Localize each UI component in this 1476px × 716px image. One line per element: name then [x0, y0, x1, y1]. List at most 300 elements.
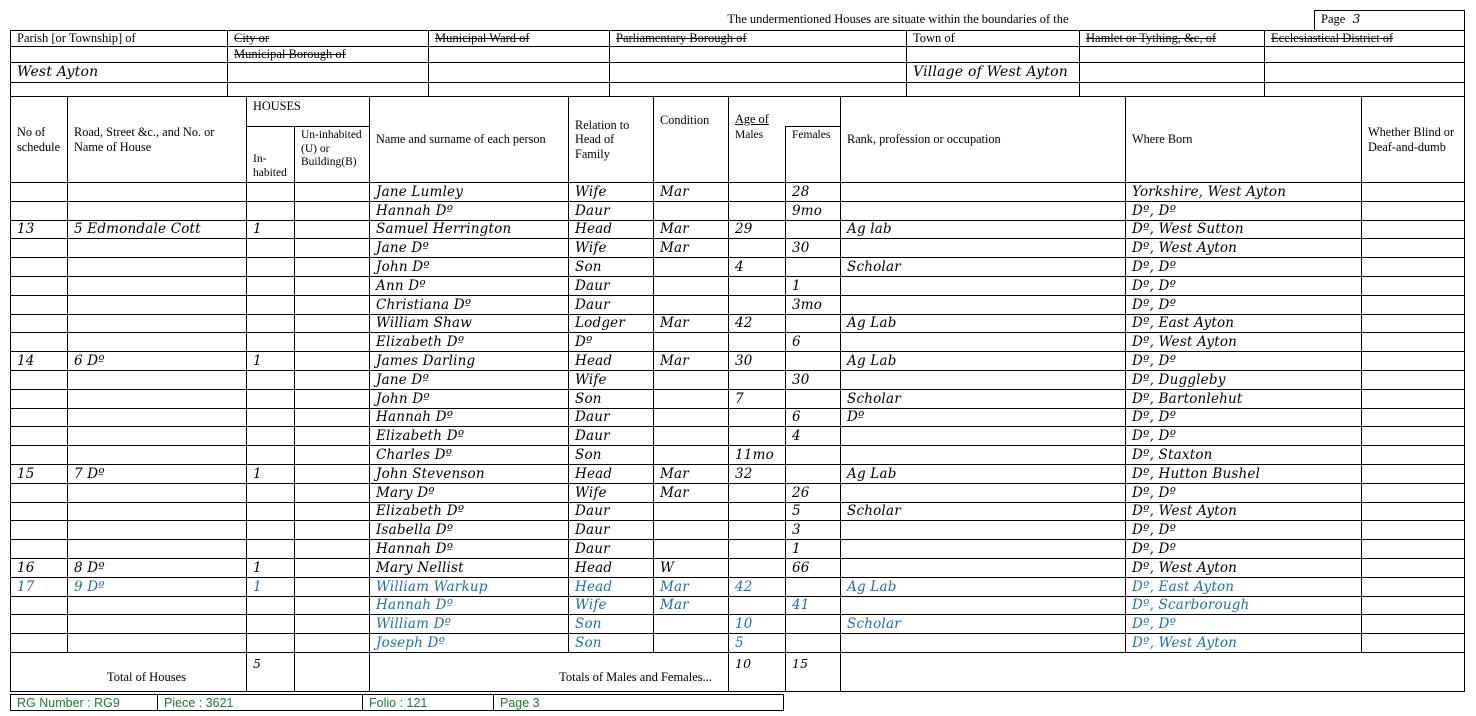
occupation-cell: Scholar [841, 258, 1126, 277]
blind-cell [1362, 634, 1465, 653]
males-cell: 30 [729, 352, 786, 371]
males-cell [729, 502, 786, 521]
road-cell [68, 634, 247, 653]
reference-footer [10, 694, 784, 711]
occupation-cell: Ag Lab [841, 352, 1126, 371]
born-cell: Dº, Dº [1126, 521, 1362, 540]
parish-label: Parish [or Township] of [11, 31, 228, 47]
inhabited-cell [247, 295, 295, 314]
name-cell: Ann Dº [370, 276, 569, 295]
relation-cell: Son [569, 389, 654, 408]
relation-cell: Daur [569, 427, 654, 446]
schedule-cell [11, 596, 68, 615]
blind-cell [1362, 239, 1465, 258]
inhabited-cell: 1 [247, 220, 295, 239]
condition-cell: Mar [654, 596, 729, 615]
born-cell: Dº, West Ayton [1126, 333, 1362, 352]
inhabited-cell [247, 333, 295, 352]
occupation-cell: Dº [841, 408, 1126, 427]
table-row [11, 276, 1465, 295]
name-cell: Isabella Dº [370, 521, 569, 540]
road-cell: 5 Edmondale Cott [68, 220, 247, 239]
col-born: Where Born [1126, 97, 1362, 183]
parliamentary-label: Parliamentary Borough of [610, 31, 907, 47]
males-cell: 29 [729, 220, 786, 239]
born-cell: Dº, West Ayton [1126, 239, 1362, 258]
name-cell: John Dº [370, 389, 569, 408]
road-cell [68, 540, 247, 559]
females-cell [786, 352, 841, 371]
condition-cell [654, 502, 729, 521]
road-cell [68, 615, 247, 634]
occupation-cell [841, 446, 1126, 465]
page-label: Page [1321, 12, 1346, 26]
occupation-cell [841, 295, 1126, 314]
name-cell: John Stevenson [370, 464, 569, 483]
census-table [10, 96, 1465, 692]
relation-cell: Wife [569, 483, 654, 502]
condition-cell: Mar [654, 577, 729, 596]
condition-cell [654, 295, 729, 314]
col-name: Name and surname of each person [370, 97, 569, 183]
occupation-cell: Ag Lab [841, 577, 1126, 596]
males-cell [729, 408, 786, 427]
schedule-cell [11, 258, 68, 277]
inhabited-cell [247, 427, 295, 446]
col-relation: Relation to Head of Family [569, 97, 654, 183]
table-row [11, 239, 1465, 258]
females-cell: 9mo [786, 201, 841, 220]
uninhabited-cell [295, 483, 370, 502]
col-condition: Condition [654, 97, 729, 183]
schedule-cell [11, 521, 68, 540]
blind-cell [1362, 201, 1465, 220]
females-cell: 6 [786, 333, 841, 352]
schedule-cell: 15 [11, 464, 68, 483]
age-of-label: Age of [735, 111, 769, 126]
males-cell: 10 [729, 615, 786, 634]
table-row [11, 577, 1465, 596]
relation-cell: Lodger [569, 314, 654, 333]
inhabited-cell [247, 276, 295, 295]
name-cell: Jane Dº [370, 239, 569, 258]
table-row [11, 201, 1465, 220]
col-road: Road, Street &c., and No. or Name of House [68, 97, 247, 183]
ecclesiastical-label: Ecclesiastical District of [1265, 31, 1465, 47]
uninhabited-cell [295, 220, 370, 239]
name-cell: Mary Nellist [370, 558, 569, 577]
females-cell: 41 [786, 596, 841, 615]
occupation-cell: Scholar [841, 615, 1126, 634]
table-row [11, 540, 1465, 559]
inhabited-cell [247, 183, 295, 202]
schedule-cell [11, 183, 68, 202]
occupation-cell [841, 483, 1126, 502]
condition-cell [654, 615, 729, 634]
condition-cell: Mar [654, 183, 729, 202]
males-cell [729, 239, 786, 258]
name-cell: Elizabeth Dº [370, 427, 569, 446]
uninhabited-cell [295, 540, 370, 559]
uninhabited-cell [295, 634, 370, 653]
table-row [11, 408, 1465, 427]
road-cell: 8 Dº [68, 558, 247, 577]
census-sheet [10, 10, 1464, 692]
born-cell: Dº, Dº [1126, 258, 1362, 277]
schedule-cell [11, 634, 68, 653]
relation-cell: Head [569, 352, 654, 371]
schedule-cell: 16 [11, 558, 68, 577]
inhabited-cell [247, 615, 295, 634]
relation-cell: Wife [569, 183, 654, 202]
blind-cell [1362, 446, 1465, 465]
city-label: City or [228, 31, 429, 47]
schedule-cell [11, 540, 68, 559]
occupation-cell: Ag Lab [841, 464, 1126, 483]
relation-cell: Son [569, 634, 654, 653]
schedule-cell [11, 408, 68, 427]
born-cell: Dº, Dº [1126, 295, 1362, 314]
table-row [11, 615, 1465, 634]
inhabited-cell [247, 408, 295, 427]
blind-cell [1362, 540, 1465, 559]
males-cell [729, 558, 786, 577]
blind-cell [1362, 314, 1465, 333]
condition-cell [654, 540, 729, 559]
schedule-cell: 13 [11, 220, 68, 239]
col-inhabited: In-habited [247, 127, 295, 183]
table-row [11, 596, 1465, 615]
condition-cell: Mar [654, 464, 729, 483]
born-cell: Dº, Dº [1126, 540, 1362, 559]
born-cell: Dº, Dº [1126, 427, 1362, 446]
blind-cell [1362, 483, 1465, 502]
parish-value: West Ayton [11, 63, 228, 83]
uninhabited-cell [295, 446, 370, 465]
condition-cell: W [654, 558, 729, 577]
born-cell: Dº, Duggleby [1126, 370, 1362, 389]
females-cell [786, 634, 841, 653]
road-cell [68, 258, 247, 277]
name-cell: Elizabeth Dº [370, 333, 569, 352]
blind-cell [1362, 408, 1465, 427]
occupation-cell [841, 183, 1126, 202]
relation-cell: Son [569, 258, 654, 277]
inhabited-cell [247, 502, 295, 521]
born-cell: Dº, Dº [1126, 352, 1362, 371]
condition-cell [654, 258, 729, 277]
inhabited-cell: 1 [247, 577, 295, 596]
born-cell: Yorkshire, West Ayton [1126, 183, 1362, 202]
condition-cell [654, 427, 729, 446]
uninhabited-cell [295, 352, 370, 371]
blind-cell [1362, 558, 1465, 577]
blind-cell [1362, 389, 1465, 408]
schedule-cell: 17 [11, 577, 68, 596]
table-row [11, 183, 1465, 202]
inhabited-cell [247, 314, 295, 333]
females-cell [786, 258, 841, 277]
table-row [11, 483, 1465, 502]
condition-cell [654, 333, 729, 352]
schedule-cell [11, 370, 68, 389]
name-cell: Joseph Dº [370, 634, 569, 653]
inhabited-cell [247, 634, 295, 653]
inhabited-cell [247, 389, 295, 408]
born-cell: Dº, Dº [1126, 615, 1362, 634]
schedule-cell [11, 201, 68, 220]
name-cell: Charles Dº [370, 446, 569, 465]
females-cell [786, 389, 841, 408]
boundary-banner: The undermentioned Houses are situate within the boundaries of the [727, 11, 1069, 26]
females-cell: 1 [786, 276, 841, 295]
relation-cell: Wife [569, 239, 654, 258]
header-table [10, 10, 1465, 97]
table-row [11, 389, 1465, 408]
condition-cell [654, 634, 729, 653]
uninhabited-cell [295, 239, 370, 258]
col-uninhabited: Un-inhabited (U) or Building(B) [295, 127, 370, 183]
males-cell [729, 540, 786, 559]
schedule-cell [11, 615, 68, 634]
relation-cell: Son [569, 446, 654, 465]
uninhabited-cell [295, 464, 370, 483]
uninhabited-cell [295, 370, 370, 389]
condition-cell: Mar [654, 314, 729, 333]
road-cell [68, 502, 247, 521]
inhabited-cell: 1 [247, 464, 295, 483]
females-cell [786, 446, 841, 465]
name-cell: Christiana Dº [370, 295, 569, 314]
total-houses-label: Total of Houses [11, 652, 247, 691]
uninhabited-cell [295, 183, 370, 202]
females-cell [786, 314, 841, 333]
table-row [11, 220, 1465, 239]
relation-cell: Head [569, 558, 654, 577]
males-cell: 42 [729, 577, 786, 596]
uninhabited-cell [295, 201, 370, 220]
occupation-cell [841, 596, 1126, 615]
schedule-cell [11, 427, 68, 446]
born-cell: Dº, East Ayton [1126, 577, 1362, 596]
males-cell: 42 [729, 314, 786, 333]
col-males: Males [729, 127, 786, 183]
females-cell: 30 [786, 370, 841, 389]
road-cell [68, 408, 247, 427]
road-cell [68, 239, 247, 258]
condition-cell [654, 370, 729, 389]
road-cell: 6 Dº [68, 352, 247, 371]
name-cell: Samuel Herrington [370, 220, 569, 239]
males-cell [729, 427, 786, 446]
name-cell: Hannah Dº [370, 540, 569, 559]
males-cell: 5 [729, 634, 786, 653]
schedule-cell: 14 [11, 352, 68, 371]
born-cell: Dº, West Sutton [1126, 220, 1362, 239]
uninhabited-cell [295, 408, 370, 427]
name-cell: James Darling [370, 352, 569, 371]
inhabited-cell [247, 239, 295, 258]
blind-cell [1362, 521, 1465, 540]
road-cell [68, 427, 247, 446]
name-cell: John Dº [370, 258, 569, 277]
relation-cell: Dº [569, 333, 654, 352]
blind-cell [1362, 615, 1465, 634]
females-cell [786, 220, 841, 239]
uninhabited-cell [295, 295, 370, 314]
occupation-cell: Ag lab [841, 220, 1126, 239]
relation-cell: Daur [569, 276, 654, 295]
name-cell: Elizabeth Dº [370, 502, 569, 521]
table-row [11, 352, 1465, 371]
condition-cell [654, 408, 729, 427]
table-row [11, 258, 1465, 277]
condition-cell: Mar [654, 220, 729, 239]
road-cell [68, 314, 247, 333]
occupation-cell [841, 540, 1126, 559]
blind-cell [1362, 258, 1465, 277]
relation-cell: Daur [569, 201, 654, 220]
relation-cell: Daur [569, 502, 654, 521]
condition-cell [654, 446, 729, 465]
females-cell: 1 [786, 540, 841, 559]
blind-cell [1362, 577, 1465, 596]
blind-cell [1362, 502, 1465, 521]
col-females: Females [786, 127, 841, 183]
blind-cell [1362, 352, 1465, 371]
born-cell: Dº, Scarborough [1126, 596, 1362, 615]
uninhabited-cell [295, 596, 370, 615]
page-reference: Page 3 [494, 695, 784, 711]
name-cell: Hannah Dº [370, 201, 569, 220]
occupation-cell [841, 333, 1126, 352]
inhabited-cell [247, 446, 295, 465]
inhabited-cell [247, 596, 295, 615]
uninhabited-cell [295, 276, 370, 295]
males-cell: 32 [729, 464, 786, 483]
females-cell: 6 [786, 408, 841, 427]
relation-cell: Wife [569, 370, 654, 389]
condition-cell [654, 276, 729, 295]
inhabited-cell [247, 258, 295, 277]
total-males-value: 10 [729, 652, 786, 691]
name-cell: Mary Dº [370, 483, 569, 502]
schedule-cell [11, 295, 68, 314]
piece-number: Piece : 3621 [158, 695, 363, 711]
born-cell: Dº, Staxton [1126, 446, 1362, 465]
folio-number: Folio : 121 [363, 695, 494, 711]
relation-cell: Daur [569, 408, 654, 427]
col-schedule: No of schedule [11, 97, 68, 183]
males-cell [729, 483, 786, 502]
blind-cell [1362, 596, 1465, 615]
rg-number: RG Number : RG9 [11, 695, 158, 711]
females-cell: 26 [786, 483, 841, 502]
occupation-cell [841, 521, 1126, 540]
occupation-cell [841, 276, 1126, 295]
road-cell [68, 295, 247, 314]
occupation-cell [841, 558, 1126, 577]
blind-cell [1362, 427, 1465, 446]
condition-cell [654, 521, 729, 540]
col-houses: HOUSES [247, 97, 370, 127]
uninhabited-cell [295, 389, 370, 408]
relation-cell: Head [569, 220, 654, 239]
born-cell: Dº, West Ayton [1126, 634, 1362, 653]
name-cell: Jane Dº [370, 370, 569, 389]
borough-label: Municipal Borough of [228, 47, 429, 63]
table-row [11, 502, 1465, 521]
hamlet-label: Hamlet or Tything, &c, of [1080, 31, 1265, 47]
uninhabited-cell [295, 314, 370, 333]
table-row [11, 370, 1465, 389]
females-cell: 5 [786, 502, 841, 521]
born-cell: Dº, Dº [1126, 201, 1362, 220]
schedule-cell [11, 333, 68, 352]
table-row [11, 558, 1465, 577]
inhabited-cell [247, 521, 295, 540]
males-cell [729, 370, 786, 389]
born-cell: Dº, Dº [1126, 483, 1362, 502]
males-cell [729, 333, 786, 352]
relation-cell: Daur [569, 521, 654, 540]
schedule-cell [11, 446, 68, 465]
road-cell [68, 183, 247, 202]
females-cell [786, 577, 841, 596]
blind-cell [1362, 464, 1465, 483]
road-cell [68, 483, 247, 502]
name-cell: Jane Lumley [370, 183, 569, 202]
table-row [11, 427, 1465, 446]
name-cell: William Shaw [370, 314, 569, 333]
blind-cell [1362, 295, 1465, 314]
occupation-cell [841, 427, 1126, 446]
name-cell: William Warkup [370, 577, 569, 596]
males-cell [729, 596, 786, 615]
road-cell [68, 201, 247, 220]
relation-cell: Daur [569, 540, 654, 559]
town-label: Town of [907, 31, 1080, 47]
condition-cell [654, 389, 729, 408]
males-cell [729, 183, 786, 202]
occupation-cell: Ag Lab [841, 314, 1126, 333]
females-cell: 66 [786, 558, 841, 577]
name-cell: Hannah Dº [370, 408, 569, 427]
uninhabited-cell [295, 502, 370, 521]
table-row [11, 464, 1465, 483]
blind-cell [1362, 183, 1465, 202]
born-cell: Dº, Bartonlehut [1126, 389, 1362, 408]
name-cell: Hannah Dº [370, 596, 569, 615]
inhabited-cell: 1 [247, 558, 295, 577]
occupation-cell [841, 201, 1126, 220]
occupation-cell [841, 634, 1126, 653]
inhabited-cell [247, 370, 295, 389]
road-cell: 9 Dº [68, 577, 247, 596]
uninhabited-cell [295, 577, 370, 596]
page-number: 3 [1352, 11, 1361, 26]
males-cell [729, 295, 786, 314]
condition-cell: Mar [654, 352, 729, 371]
road-cell [68, 446, 247, 465]
road-cell [68, 276, 247, 295]
females-cell: 28 [786, 183, 841, 202]
blind-cell [1362, 276, 1465, 295]
born-cell: Dº, Dº [1126, 408, 1362, 427]
table-row [11, 314, 1465, 333]
col-occupation: Rank, profession or occupation [841, 97, 1126, 183]
males-cell [729, 276, 786, 295]
